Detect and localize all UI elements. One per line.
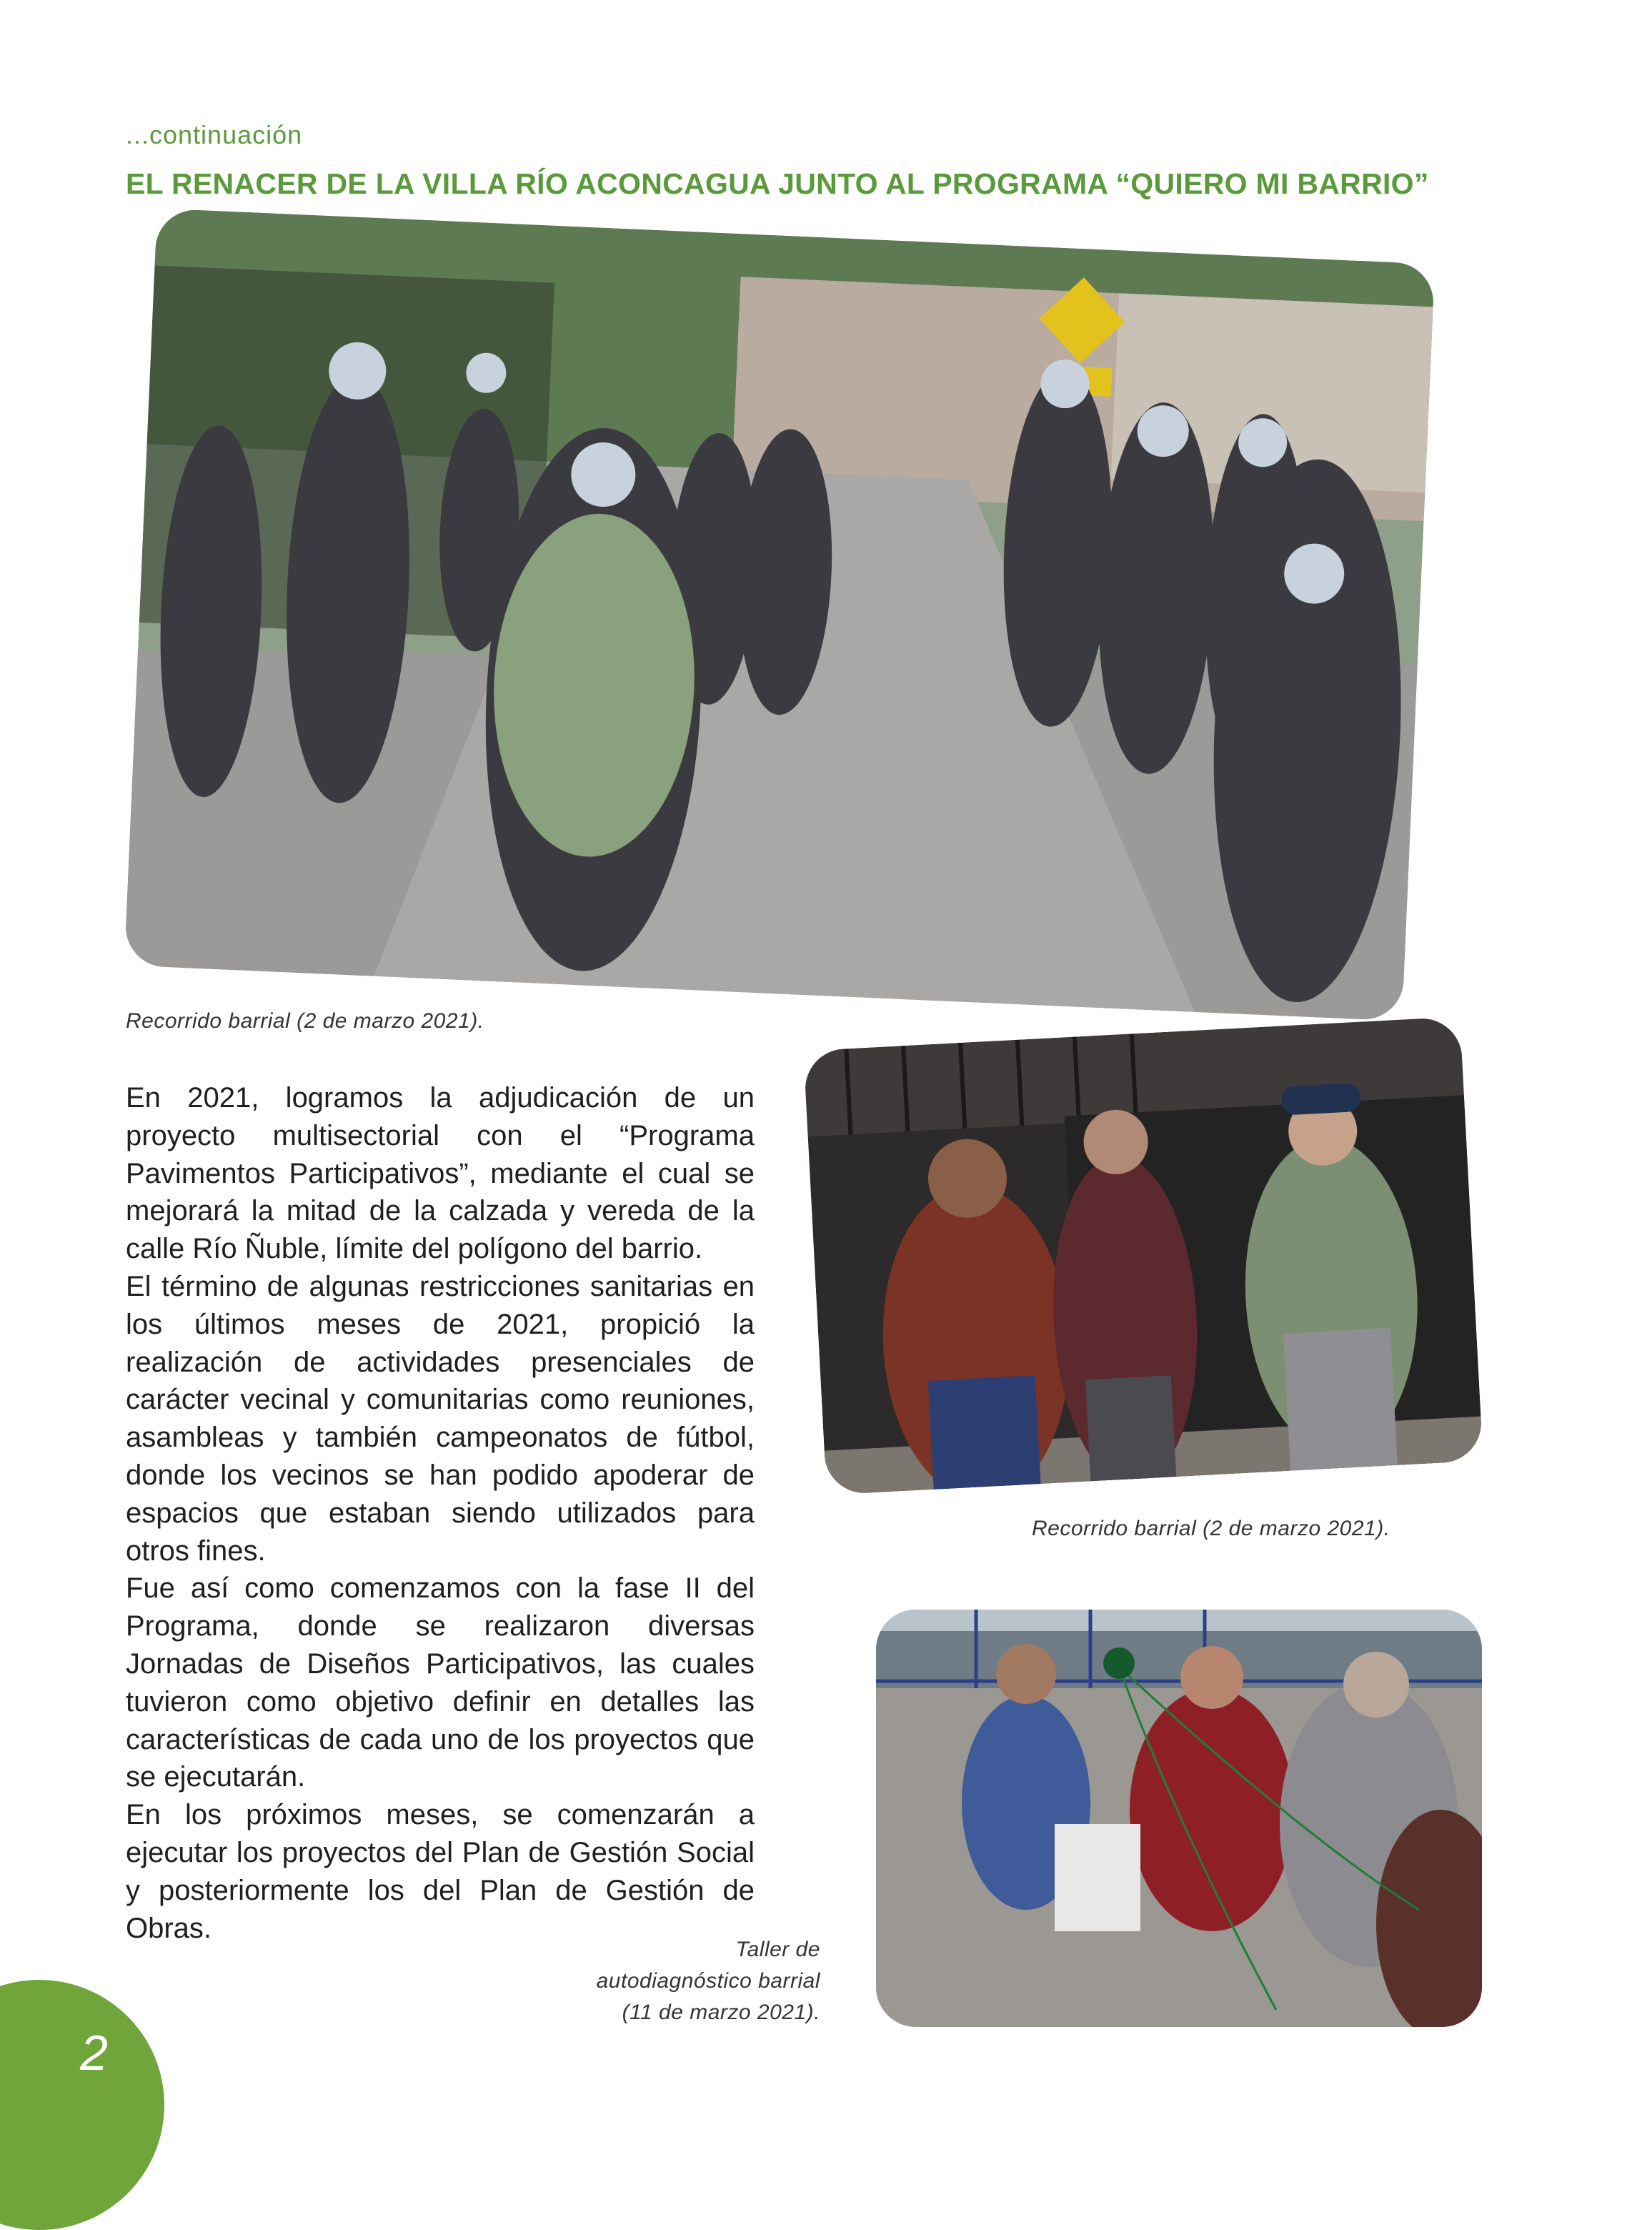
article-title: EL RENACER DE LA VILLA RÍO ACONCAGUA JUNTO AL PROGRAMA “QUIERO MI BARRIO” — [126, 167, 1429, 200]
page-number: 2 — [80, 2025, 108, 2081]
photo-caption — [506, 1934, 820, 2028]
photo-workshop — [876, 1610, 1482, 2027]
caption-line: Taller de — [735, 1938, 820, 1961]
photo-neighbors-at-gate — [803, 1016, 1483, 1495]
photo-street-tour — [124, 208, 1435, 1021]
photo-caption: Recorrido barrial (2 de marzo 2021). — [1032, 1517, 1390, 1540]
body-paragraph: En 2021, logramos la adjudicación de un proyecto multisectorial con el “Programa Pavimentos Participativos”, mediante el cual se mejorará la mitad de la calzada y vereda de la calle Río Ñuble, límite del polígono del barrio. — [126, 1082, 755, 1265]
body-paragraph: En los próximos meses, se comenzarán a ejecutar los proyectos del Plan de Gestión Social y posteriormente los del Plan de Gestión de Obras. — [126, 1799, 755, 1944]
caption-line: (11 de marzo 2021). — [622, 2001, 820, 2024]
article-body — [126, 1079, 755, 1947]
page-number-tab — [0, 1980, 164, 2230]
continuation-kicker: ...continuación — [126, 120, 303, 149]
photo-caption: Recorrido barrial (2 de marzo 2021). — [126, 1009, 484, 1033]
body-paragraph: El término de algunas restricciones sanitarias en los últimos meses de 2021, propició la realización de actividades presenciales de carácter vecinal y comunitarias como reuniones, asambleas y también campeonatos de fútbol, donde los vecinos se han podido apoderar de espacios que estaban siendo utilizados para otros fines. — [126, 1270, 755, 1567]
caption-line: autodiagnóstico barrial — [596, 1969, 820, 1993]
body-paragraph: Fue así como comenzamos con la fase II del Programa, donde se realizaron diversas Jornadas de Diseños Participativos, las cuales tuvieron como objetivo definir en detalles las características de cada uno de los proyectos que se ejecutarán. — [126, 1572, 755, 1793]
